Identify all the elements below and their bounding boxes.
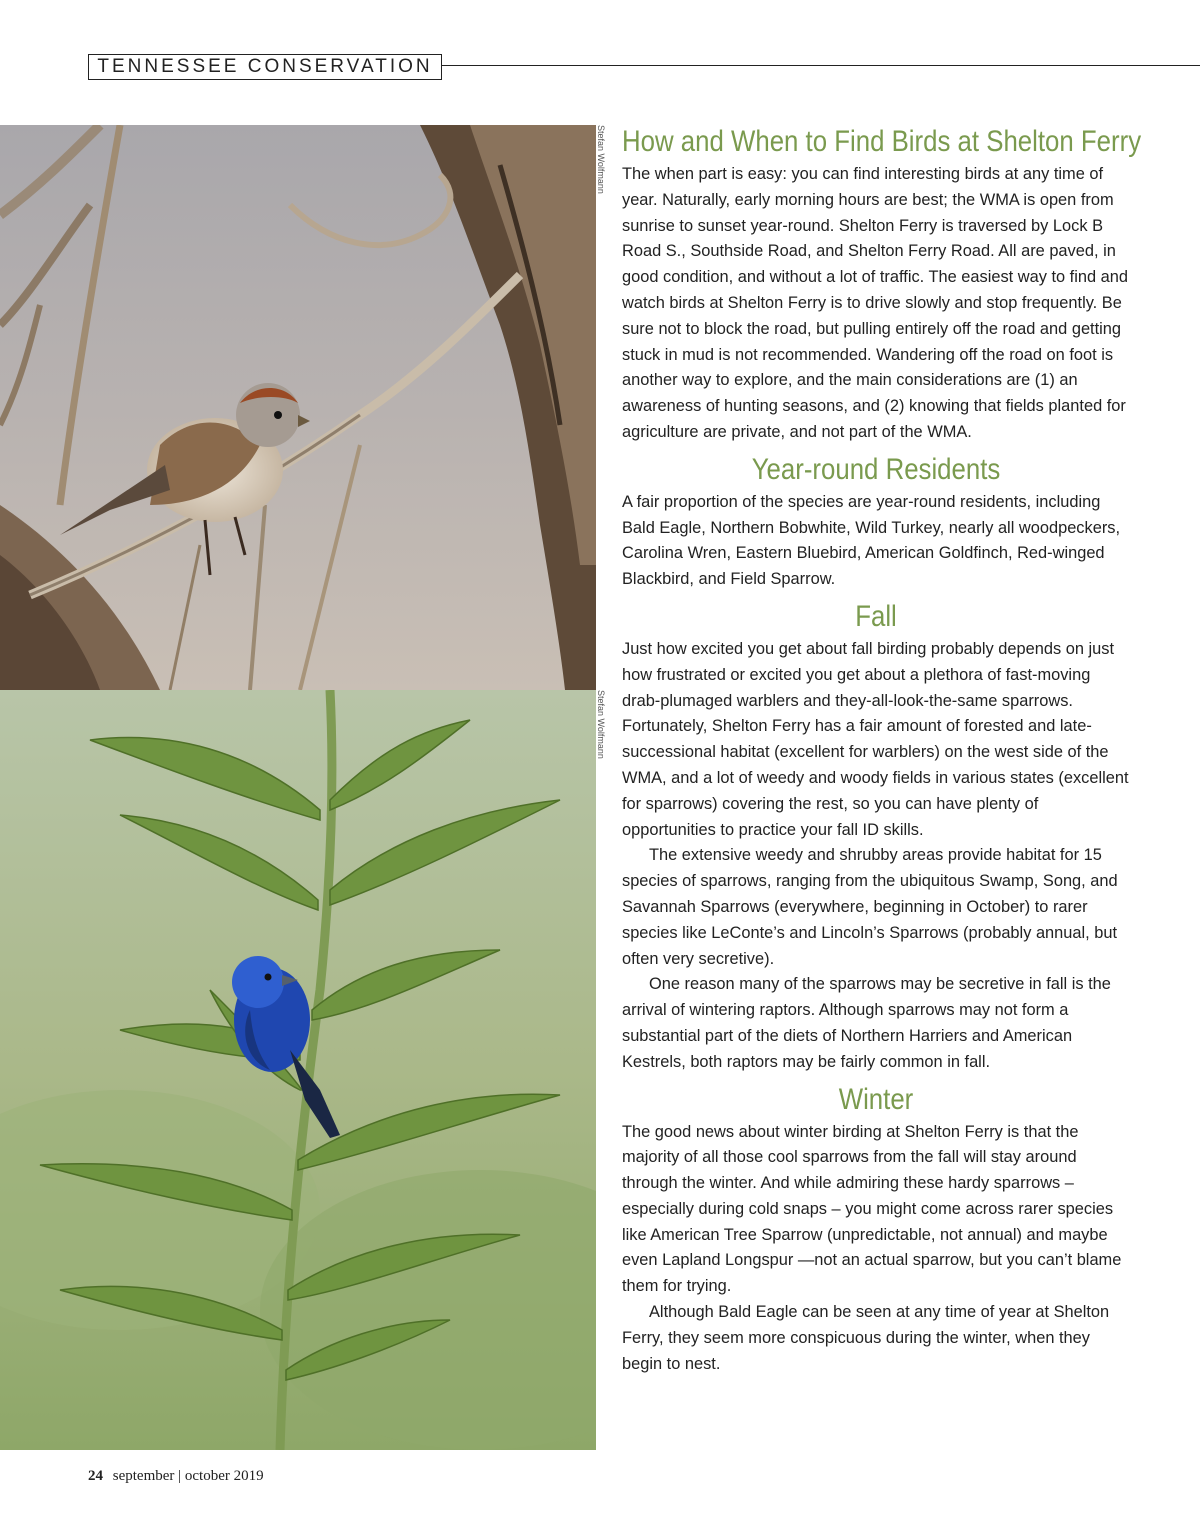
photo-credit-bottom: Stefan Wolfmann [596,690,606,759]
intro-paragraph: The when part is easy: you can find interesting birds at any time of year. Naturally, early morning hours are best; the WMA is open from sunrise to sunset year-round. Shelton Ferry is traversed by Lock B Road S., Southside Road, and Shelton Ferry Road. All are paved, in good condition, and without a lot of traffic. The easiest way to find and watch birds at Shelton Ferry is to drive slowly and stop frequently. Be sure not to block the road, but pulling entirely off the road and getting stuck in mud is not recommended. Wandering off the road on foot is another way to explore, and the main considerations are (1) an awareness of hunting seasons, and (2) knowing that fields planted for agriculture are private, and not part of the WMA. [622,165,1129,441]
fall-paragraph-3: One reason many of the sparrows may be secretive in fall is the arrival of wintering raptors. Although sparrows may not form a substantial part of the diets of Northern Harriers and American Kestrels, both raptors may be fairly common in fall. [622,975,1111,1071]
masthead-label: TENNESSEE CONSERVATION [97,56,433,77]
photo-credit-top: Stefan Wolfmann [596,125,606,194]
fall-paragraph-2: The extensive weedy and shrubby areas provide habitat for 15 species of sparrows, ranging from the ubiquitous Swamp, Song, and Savannah Sparrows (everywhere, beginning in October) to rarer species like LeConte’s and Lincoln’s Sparrows (probably annual, but often very secretive). [622,846,1118,968]
article-title: How and When to Find Birds at Shelton Ferry [622,125,1142,158]
page-number: 24 [88,1468,103,1484]
residents-heading: Year-round Residents [751,452,1001,486]
residents-paragraph: A fair proportion of the species are year-round residents, including Bald Eagle, Northern Bobwhite, Wild Turkey, nearly all woodpeckers, Carolina Wren, Eastern Bluebird, American Goldfinch, Red-winged Blackbird, and Field Sparrow. [622,492,1121,589]
winter-heading: Winter [838,1082,914,1116]
fall-paragraph-1: Just how excited you get about fall birding probably depends on just how frustrated or excited you get about a plethora of fast-moving drab-plumaged warblers and they-all-look-the-same sparrows. Fortunately, Shelton Ferry has a fair amount of forested and late-successional habitat (excellent for warblers) on the west side of the WMA, and a lot of weedy and woody fields in various states (excellent for sparrows) covering the rest, so you can have plenty of opportunities to practice your fall ID skills. [622,639,1129,839]
winter-paragraph-1: The good news about winter birding at Shelton Ferry is that the majority of all those cool sparrows from the fall will stay around through the winter. And while admiring these hardy sparrows – especially during cold snaps – you might come across rarer species like American Tree Sparrow (unpredictable, not annual) and maybe even Lapland Longspur —not an actual sparrow, but you can’t blame them for trying. [622,1122,1122,1296]
issue-date: september | october 2019 [112,1468,264,1484]
masthead [88,54,442,80]
article [622,122,1142,1377]
winter-paragraph-2: Although Bald Eagle can be seen at any time of year at Shelton Ferry, they seem more conspicuous during the winter, when they begin to nest. [622,1303,1110,1373]
fall-heading: Fall [855,599,897,633]
folio [88,1468,264,1485]
masthead-rule [442,65,1200,66]
bunting-photo [0,690,596,1450]
sparrow-photo [0,125,596,690]
